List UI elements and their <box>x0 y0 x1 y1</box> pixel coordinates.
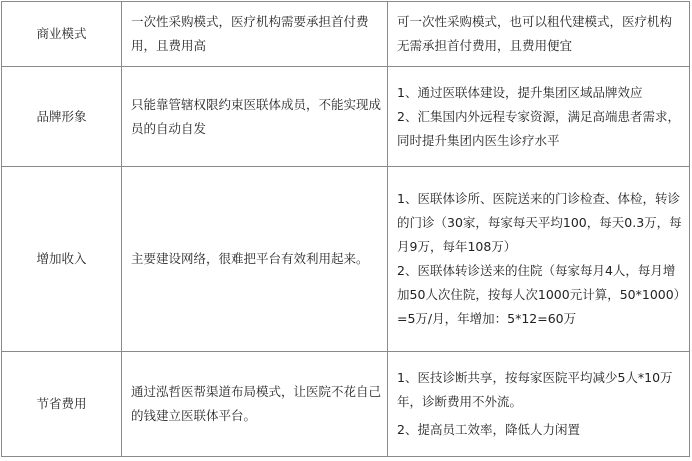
row-label-save-costs: 节省费用 <box>2 352 122 457</box>
current-brand-image: 只能靠管辖权限约束医联体成员，不能实现成员的自动自发 <box>122 67 388 167</box>
row-label-increase-income: 增加收入 <box>2 167 122 352</box>
row-label-brand-image: 品牌形象 <box>2 67 122 167</box>
current-save-costs: 通过泓哲医帮渠道布局模式，让医院不花自己的钱建立医联体平台。 <box>122 352 388 457</box>
proposed-increase-income <box>388 167 690 352</box>
increase-income-point-2: 2、医联体转诊送来的住院（每家每月4人，每月增加50人次住院，按每人次1000元计算，50*1000）=5万/月，年增加：5*12=60万 <box>397 263 680 326</box>
proposed-brand-image <box>388 67 690 167</box>
brand-image-point-2: 2、汇集国内外远程专家资源，满足高端患者需求，同时提升集团内医生诊疗水平 <box>397 108 680 148</box>
brand-image-point-1: 1、通过医联体建设，提升集团区域品牌效应 <box>397 84 643 100</box>
table-row <box>2 67 690 167</box>
proposed-business-model: 可一次性采购模式，也可以租代建模式，医疗机构无需承担首付费用，且费用便宜 <box>388 2 690 67</box>
comparison-table <box>1 1 691 459</box>
increase-income-point-1: 1、医联体诊所、医院送来的门诊检查、体检，转诊的门诊（30家，每家每天平均100，每天0.3万，每月9万，每年108万） <box>397 191 682 254</box>
table-row <box>2 167 690 352</box>
save-costs-point-1: 1、医技诊断共享，按每家医院平均减少5人*10万年，诊断费用不外流。 <box>397 370 673 409</box>
current-business-model: 一次性采购模式，医疗机构需要承担首付费用，且费用高 <box>122 2 388 67</box>
table-row <box>2 2 690 67</box>
current-increase-income: 主要建设网络，很难把平台有效利用起来。 <box>122 167 388 352</box>
save-costs-point-2: 2、提高员工效率，降低人力闲置 <box>397 422 580 437</box>
proposed-save-costs <box>388 352 690 457</box>
table-row <box>2 352 690 457</box>
row-label-business-model: 商业模式 <box>2 2 122 67</box>
